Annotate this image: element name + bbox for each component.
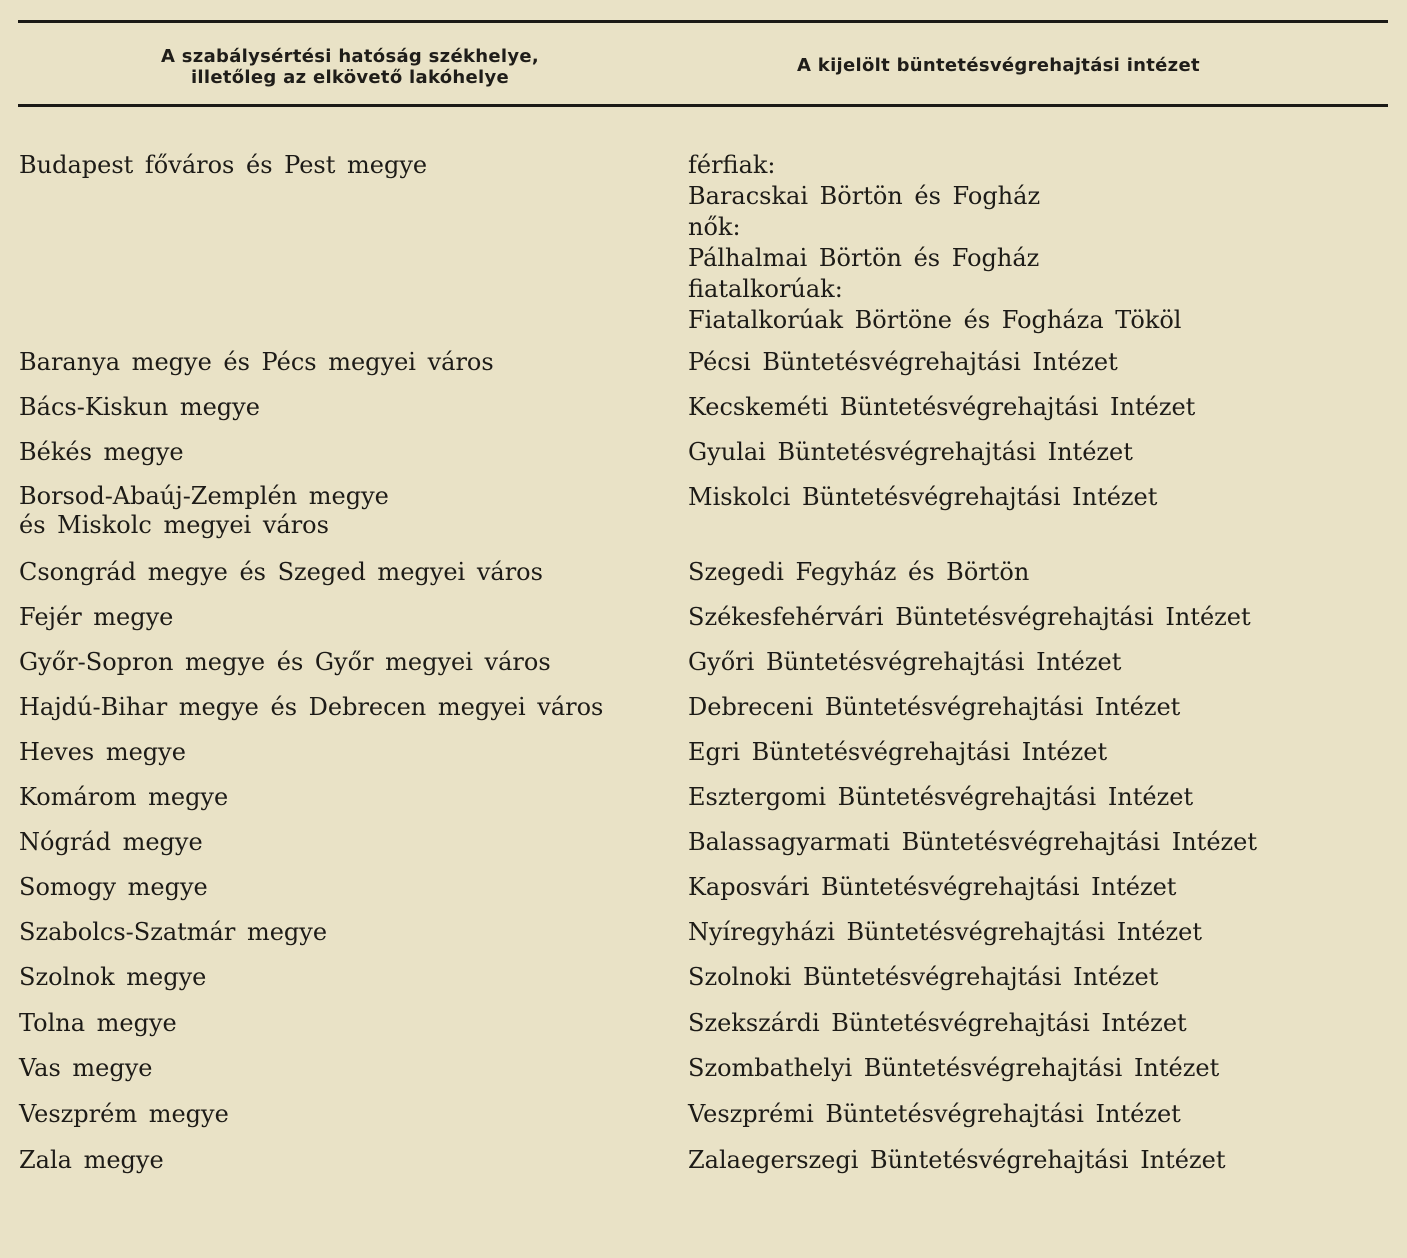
county-line: Tolna megye xyxy=(19,1009,177,1037)
row-institution xyxy=(688,827,1257,857)
county-line: Somogy megye xyxy=(19,873,208,901)
column-header-left-line1: A szabálysértési hatóság székhelye, xyxy=(160,46,539,67)
institution-line: Pálhalmai Börtön és Fogház xyxy=(688,244,1040,272)
institution-line: Debreceni Büntetésvégrehajtási Intézet xyxy=(688,693,1181,721)
row-institution xyxy=(688,962,1158,992)
institution-line: Baracskai Börtön és Fogház xyxy=(688,182,1041,210)
row-institution xyxy=(688,392,1195,422)
row-institution xyxy=(688,602,1251,632)
institution-line: nők: xyxy=(688,213,741,241)
row-institution xyxy=(688,647,1121,677)
row-county xyxy=(19,602,173,632)
institution-line: Kecskeméti Büntetésvégrehajtási Intézet xyxy=(688,393,1196,421)
county-line: Heves megye xyxy=(19,738,186,766)
county-line: Borsod-Abaúj-Zemplén megye xyxy=(19,482,389,510)
row-county xyxy=(19,692,603,722)
row-county xyxy=(19,1008,177,1038)
institution-line: Győri Büntetésvégrehajtási Intézet xyxy=(688,648,1122,676)
column-header-left xyxy=(130,46,570,88)
row-county xyxy=(19,917,327,947)
row-county xyxy=(19,1053,152,1083)
row-institution xyxy=(688,482,1157,512)
county-line: Baranya megye és Pécs megyei város xyxy=(19,348,494,376)
county-line: Csongrád megye és Szeged megyei város xyxy=(19,558,543,586)
row-institution xyxy=(688,737,1107,767)
row-institution xyxy=(688,872,1176,902)
institution-line: Szombathelyi Büntetésvégrehajtási Intézet xyxy=(688,1054,1220,1082)
county-line: Komárom megye xyxy=(19,783,229,811)
county-line: Szabolcs-Szatmár megye xyxy=(19,918,328,946)
institution-line: Szekszárdi Büntetésvégrehajtási Intézet xyxy=(688,1009,1187,1037)
county-line: Nógrád megye xyxy=(19,828,203,856)
row-institution xyxy=(688,150,1181,336)
county-line: Vas megye xyxy=(19,1054,153,1082)
institution-line: Miskolci Büntetésvégrehajtási Intézet xyxy=(688,483,1158,511)
county-line: és Miskolc megyei város xyxy=(19,511,329,539)
institution-line: Nyíregyházi Büntetésvégrehajtási Intézet xyxy=(688,918,1202,946)
row-institution xyxy=(688,1099,1181,1129)
row-county xyxy=(19,962,206,992)
county-line: Békés megye xyxy=(19,438,184,466)
row-institution xyxy=(688,692,1180,722)
institution-line: Pécsi Büntetésvégrehajtási Intézet xyxy=(688,348,1118,376)
institution-line: Székesfehérvári Büntetésvégrehajtási Intézet xyxy=(688,603,1251,631)
county-line: Bács-Kiskun megye xyxy=(19,393,260,421)
column-header-left-line2: illetőleg az elkövető lakóhelye xyxy=(190,67,510,88)
column-header-right: A kijelölt büntetésvégrehajtási intézet xyxy=(797,55,1200,76)
row-county xyxy=(19,872,208,902)
institution-line: fiatalkorúak: xyxy=(688,275,843,303)
institution-line: Egri Büntetésvégrehajtási Intézet xyxy=(688,738,1108,766)
row-county xyxy=(19,647,551,677)
institution-line: Kaposvári Büntetésvégrehajtási Intézet xyxy=(688,873,1177,901)
county-line: Zala megye xyxy=(19,1146,164,1174)
county-line: Hajdú-Bihar megye és Debrecen megyei város xyxy=(19,693,604,721)
institution-line: Szolnoki Büntetésvégrehajtási Intézet xyxy=(688,963,1159,991)
row-institution xyxy=(688,917,1202,947)
institution-line: Esztergomi Büntetésvégrehajtási Intézet xyxy=(688,783,1194,811)
row-institution xyxy=(688,782,1193,812)
institution-line: Fiatalkorúak Börtöne és Fogháza Tököl xyxy=(688,306,1182,334)
row-county xyxy=(19,347,494,377)
row-county xyxy=(19,1145,164,1175)
institution-line: Szegedi Fegyház és Börtön xyxy=(688,558,1030,586)
row-county xyxy=(19,1099,229,1129)
row-institution xyxy=(688,347,1118,377)
row-institution xyxy=(688,437,1133,467)
county-line: Szolnok megye xyxy=(19,963,207,991)
institution-line: Balassagyarmati Büntetésvégrehajtási Intézet xyxy=(688,828,1258,856)
county-line: Fejér megye xyxy=(19,603,174,631)
row-county xyxy=(19,392,260,422)
institution-line: Veszprémi Büntetésvégrehajtási Intézet xyxy=(688,1100,1181,1128)
row-county xyxy=(19,557,543,587)
institution-line: Gyulai Büntetésvégrehajtási Intézet xyxy=(688,438,1133,466)
row-county xyxy=(19,782,228,812)
row-institution xyxy=(688,1145,1225,1175)
row-county xyxy=(19,437,184,467)
row-institution xyxy=(688,557,1029,587)
row-county xyxy=(19,827,203,857)
institution-line: Zalaegerszegi Büntetésvégrehajtási Intézet xyxy=(688,1146,1226,1174)
county-line: Budapest főváros és Pest megye xyxy=(19,151,428,179)
row-county xyxy=(19,737,186,767)
institution-line: férfiak: xyxy=(688,151,776,179)
top-rule xyxy=(18,20,1388,23)
county-line: Győr-Sopron megye és Győr megyei város xyxy=(19,648,551,676)
row-county xyxy=(19,150,427,180)
header-rule xyxy=(18,104,1388,107)
county-line: Veszprém megye xyxy=(19,1100,229,1128)
row-county xyxy=(19,482,389,540)
row-institution xyxy=(688,1053,1219,1083)
row-institution xyxy=(688,1008,1187,1038)
